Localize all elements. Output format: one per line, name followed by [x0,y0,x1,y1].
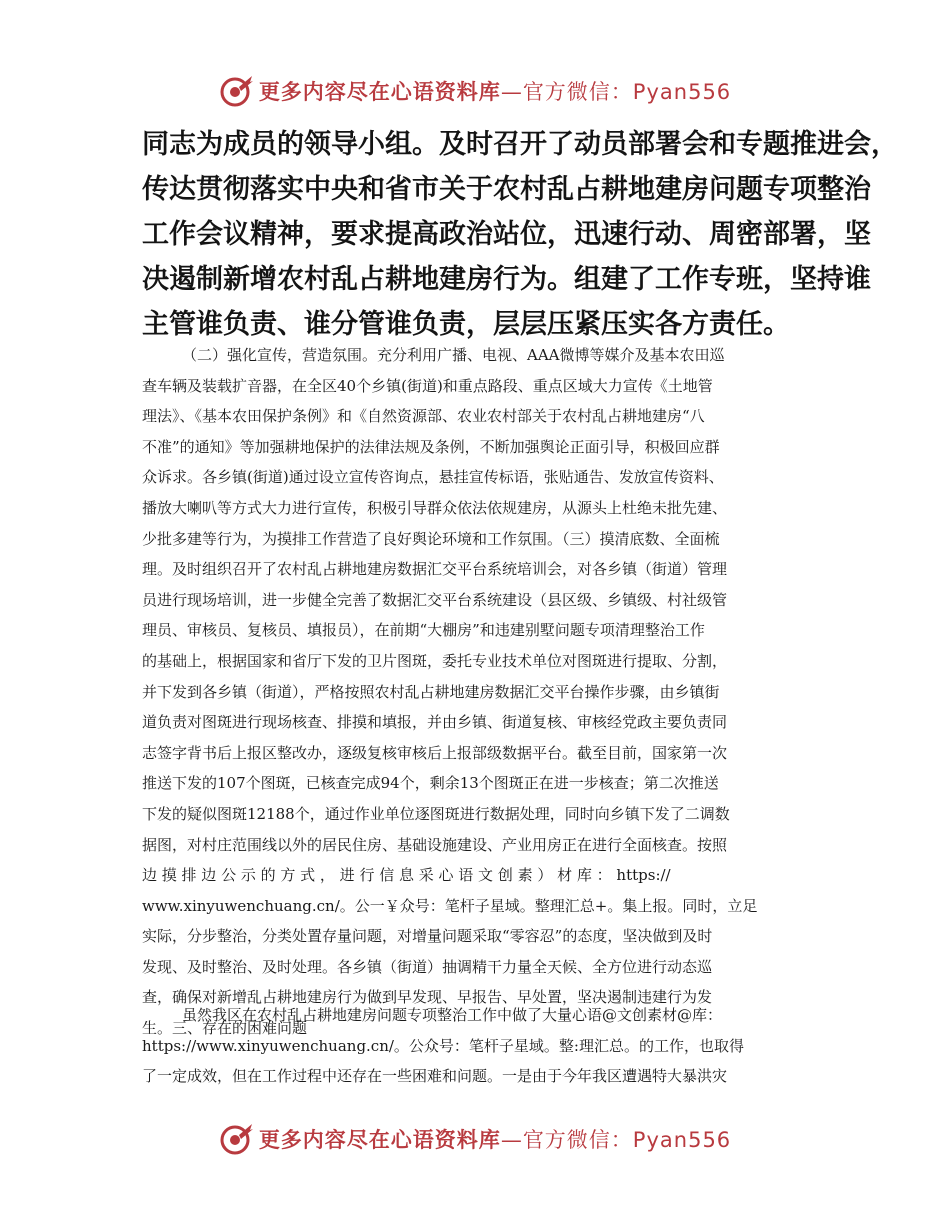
banner-brand-text: 更多内容尽在心语资料库 [258,1128,501,1152]
body-line: 生。三、存在的困难问题 [142,1019,308,1038]
body-line: 实际，分步整治，分类处置存量问题，对增量问题采取“零容忍”的态度，坚决做到及时 [142,927,713,946]
body-line: https://www.xinyuwenchuang.cn/。公众号：笔杆子星域。整:理汇总。的工作，也取得 [142,1036,744,1055]
heading-line: 传达贯彻落实中央和省市关于农村乱占耕地建房问题专项整治 [142,174,871,205]
banner-wechat-text: —官方微信：Pyan556 [500,80,732,104]
brand-logo-icon [219,73,255,109]
body-line: 道负责对图斑进行现场核查、排摸和填报，并由乡镇、街道复核、审核经党政主要负责同 [142,713,728,732]
watermark-banner-bottom [0,1114,950,1164]
body-paragraph-2 [142,1000,820,1092]
body-line: 了一定成效，但在工作过程中还存在一些困难和问题。一是由于今年我区遭遇特大暴洪灾 [142,1067,728,1086]
heading-line: 决遏制新增农村乱占耕地建房行为。组建了工作专班，坚持谁 [142,264,871,295]
heading-line: 同志为成员的领导小组。及时召开了动员部署会和专题推进会， [142,129,898,160]
body-line: 志签字背书后上报区整改办，逐级复核审核后上报部级数据平台。截至目前，国家第一次 [142,743,728,762]
body-line: 播放大喇叭等方式大力进行宣传，积极引导群众依法依规建房，从源头上杜绝未批先建、 [142,498,728,517]
banner-brand-text: 更多内容尽在心语资料库 [258,80,501,104]
body-line: 下发的疑似图斑12188个，通过作业单位逐图斑进行数据处理，同时向乡镇下发了二调数 [142,804,730,823]
body-line: 推送下发的107个图斑，已核查完成94个，剩余13个图斑正在进一步核查；第二次推送 [142,774,719,793]
body-line: 众诉求。各乡镇(街道)通过设立宣传咨询点，悬挂宣传标语，张贴通告、发放宣传资料、 [142,468,724,487]
body-line: 虽然我区在农村乱占耕地建房问题专项整治工作中做了大量心语@文创素材@库： [182,1006,723,1024]
body-line: 少批多建等行为，为摸排工作营造了良好舆论环境和工作氛围。（三）摸清底数、全面梳 [142,529,720,548]
body-paragraph-1 [142,340,820,1044]
heading-line: 主管谁负责、谁分管谁负责，层层压紧压实各方责任。 [142,309,790,340]
heading-block [142,122,898,347]
body-line: 边 摸 排 边 公 示 的 方 式 ， 进 行 信 息 采 心 语 文 创 素 ） 材 库 ： https:// [142,866,671,885]
body-line: 员进行现场培训，进一步健全完善了数据汇交平台系统建设（县区级、乡镇级、村社级管 [142,590,728,609]
body-line: 据图，对村庄范围线以外的居民住房、基础设施建设、产业用房正在进行全面核查。按照 [142,835,728,854]
body-line: 理。及时组织召开了农村乱占耕地建房数据汇交平台系统培训会，对各乡镇（街道）管理 [142,560,728,579]
body-line: 的基础上，根据国家和省厅下发的卫片图斑，委托专业技术单位对图斑进行提取、分割， [142,651,728,670]
brand-logo-icon [219,1121,255,1157]
body-line: （二）强化宣传，营造氛围。充分利用广播、电视、AAA微博等媒介及基本农田巡 [182,346,725,364]
body-line: 查车辆及装载扩音器，在全区40个乡镇(街道)和重点路段、重点区域大力宣传《土地管 [142,376,713,395]
body-line: 查，确保对新增乱占耕地建房行为做到早发现、早报告、早处置，坚决遏制违建行为发 [142,988,713,1007]
body-line: 理员、审核员、复核员、填报员），在前期“大棚房”和违建别墅问题专项清理整治工作 [142,621,705,640]
body-line: 不准”的通知》等加强耕地保护的法律法规及条例，不断加强舆论正面引导，积极回应群 [142,437,720,456]
body-line: www.xinyuwenchuang.cn/。公一￥众号：笔杆子星域。整理汇总+。集上报。同时，立足 [142,896,758,915]
watermark-banner-top [0,66,950,116]
body-line: 发现、及时整治、及时处理。各乡镇（街道）抽调精干力量全天候、全方位进行动态巡 [142,957,713,976]
heading-line: 工作会议精神，要求提高政治站位，迅速行动、周密部署，坚 [142,219,871,250]
body-line: 并下发到各乡镇（街道），严格按照农村乱占耕地建房数据汇交平台操作步骤，由乡镇街 [142,682,720,701]
banner-wechat-text: —官方微信：Pyan556 [500,1128,732,1152]
body-line: 理法》、《基本农田保护条例》和《自然资源部、农业农村部关于农村乱占耕地建房“八 [142,407,705,426]
